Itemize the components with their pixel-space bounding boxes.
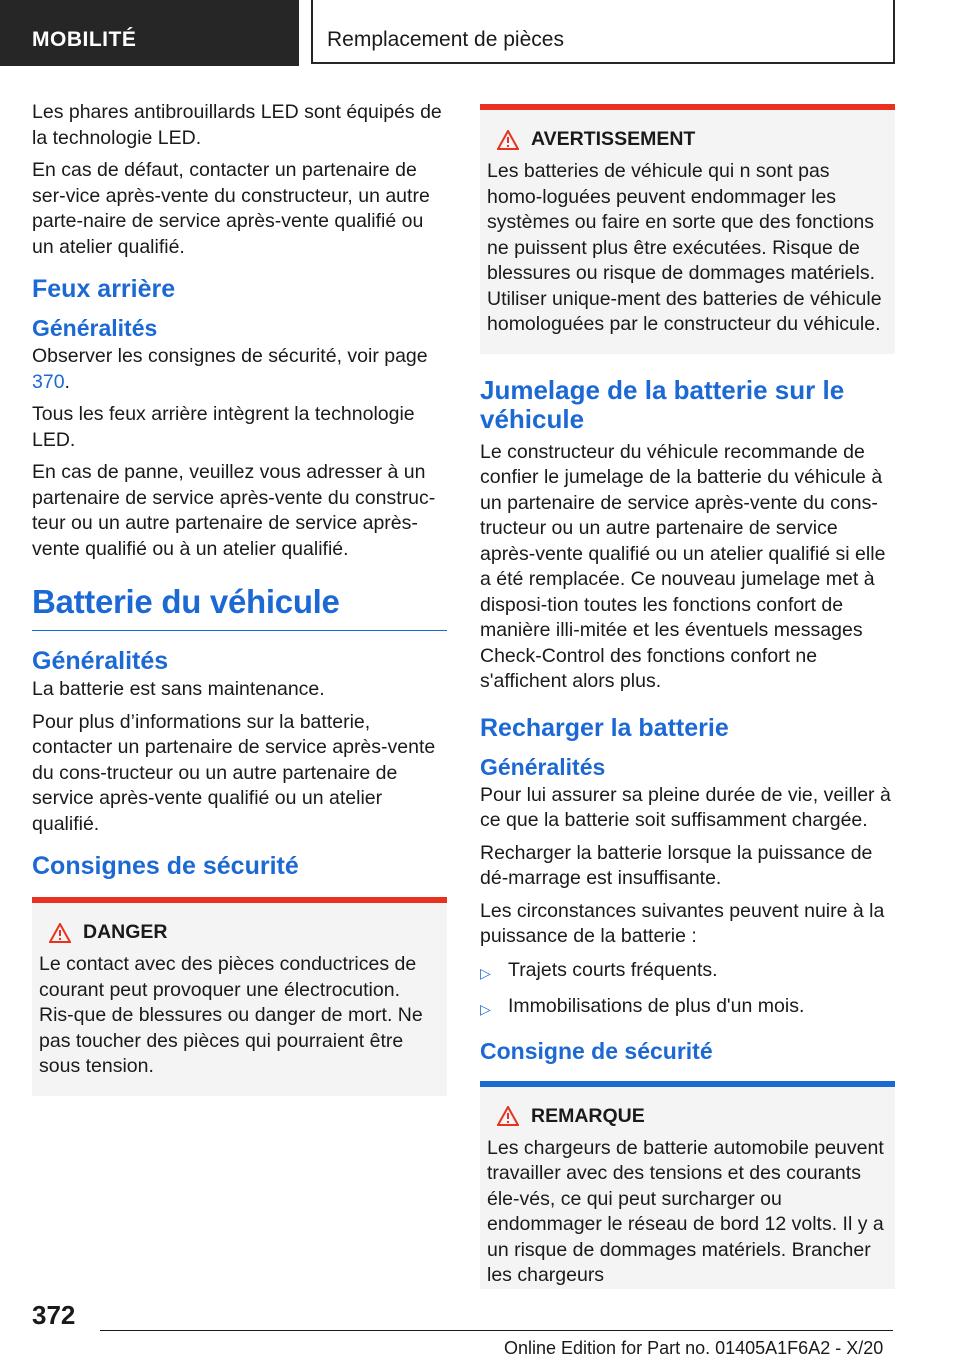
heading-generalites: Généralités [32, 315, 158, 341]
note-text: Les chargeurs de batterie automobile peuvent travailler avec des tensions et des courants éle-vés, ce qui peut surcharger ou endommager le réseau de bord 12 volts. Il y a un risque de dommages matériels. Brancher les chargeurs [487, 1136, 884, 1286]
warning-box [480, 104, 895, 354]
note-box [480, 1081, 895, 1289]
page-link[interactable]: 370 [32, 370, 65, 393]
danger-box [32, 897, 447, 1096]
paragraph: Le constructeur du véhicule recommande de confier le jumelage de la batterie du véhicule à un partenaire de service après-vente du cons-tructeur ou un autre partenaire de service après-vente qualifié ou un atelier qualifié si elle a été remplacée. Ce nouveau jumelage met à disposi-tion toutes les fonctions confort de manière illi-mitée et les éventuels messages Check-Control des fonctions confort ne s'affichent alors plus. [480, 440, 886, 692]
warning-triangle-icon [49, 923, 71, 943]
heading-consigne-de-securite: Consigne de sécurité [480, 1037, 713, 1064]
heading-recharger-la-batterie: Recharger la batterie [480, 713, 729, 742]
triangle-bullet-icon: ▷ [480, 964, 491, 981]
triangle-bullet-icon: ▷ [480, 1001, 491, 1017]
paragraph [32, 344, 447, 395]
chapter-title: Remplacement de pièces [327, 28, 564, 51]
paragraph: Les phares antibrouillards LED sont équipés de la technologie LED. [32, 101, 442, 149]
heading-generalites: Généralités [480, 753, 606, 780]
paragraph: Pour lui assurer sa pleine durée de vie, veiller à ce que la batterie soit suffisamment chargée. [480, 783, 891, 831]
text: . [64, 370, 70, 393]
danger-title: DANGER [83, 921, 168, 943]
paragraph: En cas de défaut, contacter un partenaire de ser-vice après-vente du constructeur, un autre parte-naire de service après-vente qualifié ou un atelier qualifié. [32, 159, 430, 258]
list-item-text: Immobilisations de plus d'un mois. [508, 995, 805, 1017]
paragraph: En cas de panne, veuillez vous adresser à un partenaire de service après-vente du construc-teur ou un autre partenaire de service après-vente qualifié ou à un atelier qualifié. [32, 461, 436, 560]
paragraph: Tous les feux arrière intègrent la technologie LED. [32, 403, 415, 451]
warning-title: AVERTISSEMENT [531, 128, 696, 150]
warning-text: Les batteries de véhicule qui n sont pas homo-loguées peuvent endommager les systèmes ou faire en sorte que des fonctions ne puissent plus être exécutées. Risque de blessures ou risque de dommages matériels. Utiliser unique-ment des batteries de véhicule homologuées par le constructeur du véhicule. [487, 160, 882, 335]
danger-header [39, 921, 439, 944]
right-column [480, 100, 895, 1289]
edition-text: Online Edition for Part no. 01405A1F6A2 - X/20 [504, 1338, 884, 1358]
paragraph: Recharger la batterie lorsque la puissance de dé-marrage est insuffisante. [480, 841, 873, 889]
heading-jumelage: Jumelage de la batterie sur le véhicule [480, 374, 845, 434]
footer-divider [100, 1330, 893, 1331]
list-item [480, 958, 895, 987]
heading-generalites: Généralités [32, 647, 169, 675]
paragraph: Les circonstances suivantes peuvent nuire à la puissance de la batterie : [480, 899, 885, 947]
heading-feux-arriere: Feux arrière [32, 275, 176, 303]
note-title: REMARQUE [531, 1104, 645, 1127]
danger-text: Le contact avec des pièces conductrices de courant peut provoquer une électrocution. Ris-que de blessures ou danger de mort. Ne pas toucher des pièces qui pourraient être sous tension. [39, 953, 423, 1077]
heading-batterie-du-vehicule: Batterie du véhicule [32, 580, 447, 631]
chapter-tab [311, 0, 895, 64]
note-header [487, 1105, 887, 1128]
list-item-text: Trajets courts fréquents. [508, 958, 718, 981]
heading-consignes-de-securite: Consignes de sécurité [32, 852, 299, 880]
paragraph: La batterie est sans maintenance. [32, 678, 325, 700]
section-tab [0, 0, 299, 66]
warning-triangle-icon [497, 1106, 519, 1126]
warning-triangle-icon [497, 130, 519, 150]
warning-header [487, 128, 887, 151]
section-label: MOBILITÉ [32, 28, 137, 51]
paragraph: Pour plus d’informations sur la batterie, contacter un partenaire de service après-vente du cons-tructeur ou un autre partenaire de service après-vente qualifié ou un atelier qualifié. [32, 710, 436, 835]
left-column [32, 100, 447, 1110]
list-item [480, 994, 895, 1023]
page-number: 372 [32, 1300, 76, 1330]
text: Observer les consignes de sécurité, voir page [32, 345, 428, 367]
